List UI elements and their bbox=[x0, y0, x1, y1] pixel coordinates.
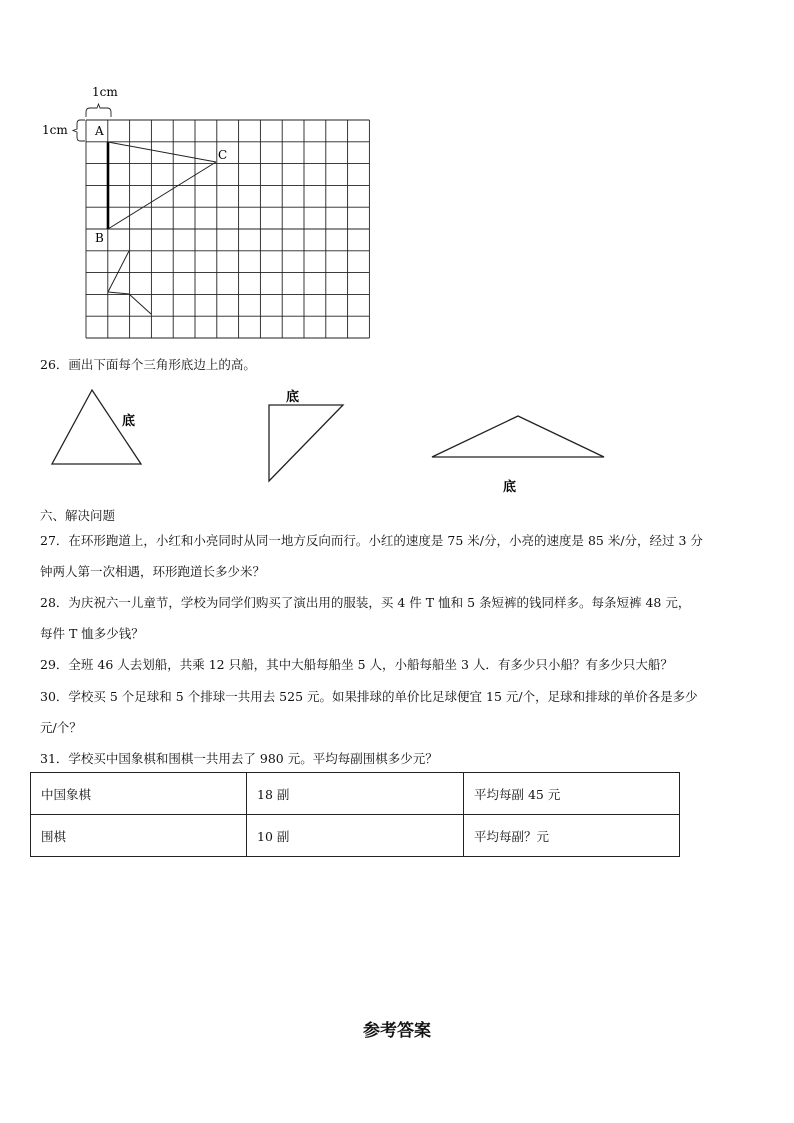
small-figure-segment-2 bbox=[108, 292, 129, 294]
question-31-line-1: 31．学校买中国象棋和围棋一共用去了 980 元。平均每副围棋多少元？ bbox=[40, 751, 438, 766]
question-27-line-2: 钟两人第一次相遇，环形跑道长多少米？ bbox=[40, 564, 266, 579]
table-row bbox=[31, 773, 680, 815]
question-28-line-2: 每件 T 恤多少钱？ bbox=[40, 626, 144, 641]
question-26: 26．画出下面每个三角形底边上的高。 bbox=[40, 357, 256, 372]
triangles-figure bbox=[0, 380, 794, 495]
segment-bc bbox=[108, 162, 216, 229]
table-cell: 围棋 bbox=[31, 815, 247, 857]
question-28-line-1: 28．为庆祝六一儿童节，学校为同学们购买了演出用的服装，买 4 件 T 恤和 5 条短裤的钱同样多。每条短裤 48 元， bbox=[40, 595, 691, 610]
question-30-line-1: 30．学校买 5 个足球和 5 个排球一共用去 525 元。如果排球的单价比足球便宜 15 元/个，足球和排球的单价各是多少 bbox=[40, 689, 698, 704]
unit-bracket-top bbox=[86, 104, 111, 117]
point-c-label: C bbox=[218, 148, 228, 162]
segment-ac bbox=[108, 142, 216, 162]
grid-lines bbox=[86, 120, 369, 338]
small-figure-segment-3 bbox=[129, 294, 151, 314]
unit-label-top: 1cm bbox=[92, 85, 118, 99]
grid-figure bbox=[0, 0, 400, 345]
triangle-3-base-label: 底 bbox=[503, 480, 517, 495]
point-b-label: B bbox=[95, 231, 104, 245]
section-six-heading: 六、解决问题 bbox=[40, 508, 116, 523]
triangle-3 bbox=[432, 416, 604, 457]
table-row bbox=[31, 815, 680, 857]
table-cell: 10 副 bbox=[247, 815, 464, 857]
question-30-line-2: 元/个？ bbox=[40, 720, 82, 735]
price-table bbox=[30, 772, 680, 857]
triangle-2-base-label: 底 bbox=[286, 390, 300, 405]
unit-bracket-left bbox=[73, 120, 85, 141]
triangle-1-base-label: 底 bbox=[122, 414, 136, 429]
question-29-line-1: 29．全班 46 人去划船，共乘 12 只船，其中大船每船坐 5 人，小船每船坐 3 人．有多少只小船？有多少只大船？ bbox=[40, 657, 673, 672]
table-cell: 中国象棋 bbox=[31, 773, 247, 815]
table-cell: 平均每副 45 元 bbox=[464, 773, 680, 815]
question-27-line-1: 27．在环形跑道上，小红和小亮同时从同一地方反向而行。小红的速度是 75 米/分，小亮的速度是 85 米/分，经过 3 分 bbox=[40, 533, 703, 548]
table-cell: 平均每副？元 bbox=[464, 815, 680, 857]
point-a-label: A bbox=[95, 124, 104, 138]
unit-label-left: 1cm bbox=[42, 123, 68, 137]
answers-heading: 参考答案 bbox=[363, 1021, 431, 1041]
small-figure-segment-1 bbox=[108, 251, 129, 292]
table-cell: 18 副 bbox=[247, 773, 464, 815]
triangle-2 bbox=[269, 405, 343, 481]
